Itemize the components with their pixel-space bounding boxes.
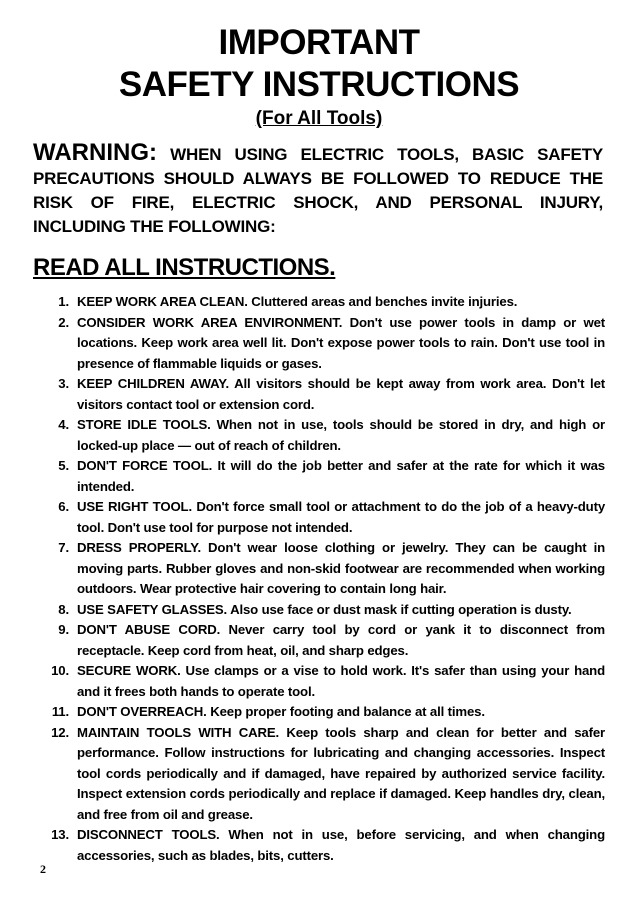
instruction-text: KEEP CHILDREN AWAY. All visitors should be kept away from work area. Don't let visitors contact tool or extension cord. <box>77 376 605 412</box>
instruction-item <box>33 723 605 826</box>
instruction-text: DON'T OVERREACH. Keep proper footing and balance at all times. <box>77 704 485 719</box>
instruction-item <box>33 661 605 702</box>
instruction-text: DON'T ABUSE CORD. Never carry tool by cord or yank it to disconnect from receptacle. Keep cord from heat, oil, and sharp edges. <box>77 622 605 658</box>
warning-text: WHEN USING ELECTRIC TOOLS, BASIC SAFETY PRECAUTIONS SHOULD ALWAYS BE FOLLOWED TO REDUCE THE RISK OF FIRE, ELECTRIC SHOCK, AND PERSONAL INJURY, INCLUDING THE FOLLOWING: <box>33 145 603 236</box>
instruction-number: 6. <box>58 499 69 514</box>
instruction-item <box>33 292 605 313</box>
instruction-list <box>33 292 605 866</box>
instruction-item <box>33 497 605 538</box>
instruction-number: 10. <box>51 663 69 678</box>
warning-paragraph <box>33 141 603 239</box>
instruction-number: 11. <box>51 704 69 719</box>
instruction-text: USE RIGHT TOOL. Don't force small tool or attachment to do the job of a heavy-duty tool. Don't use tool for purpose not intended. <box>77 499 605 535</box>
instruction-item <box>33 600 605 621</box>
instruction-item <box>33 415 605 456</box>
instruction-number: 1. <box>58 294 69 309</box>
subtitle: (For All Tools) <box>255 108 383 129</box>
warning-label: WARNING: <box>33 139 157 166</box>
instruction-text: STORE IDLE TOOLS. When not in use, tools should be stored in dry, and high or locked-up place — out of reach of children. <box>77 417 605 453</box>
instruction-text: MAINTAIN TOOLS WITH CARE. Keep tools sharp and clean for better and safer performance. Follow instructions for lubricating and changing accessories. Inspect tool cords periodically and if damaged, have repaired by authorized service facility. Inspect extension cords periodically and replace if damaged. Keep handles dry, clean, and free from oil and grease. <box>77 724 605 822</box>
instruction-text: SECURE WORK. Use clamps or a vise to hold work. It's safer than using your hand and it frees both hands to operate tool. <box>77 663 605 699</box>
instruction-item <box>33 702 605 723</box>
instruction-text: CONSIDER WORK AREA ENVIRONMENT. Don't use power tools in damp or wet locations. Keep work area well lit. Don't expose power tools to rain. Don't use tool in presence of flammable liquids or gases. <box>77 314 605 371</box>
title-line-2: SAFETY INSTRUCTIONS <box>118 65 520 104</box>
instruction-text: KEEP WORK AREA CLEAN. Cluttered areas and benches invite injuries. <box>77 294 518 309</box>
instruction-item <box>33 313 605 375</box>
instruction-number: 4. <box>58 417 69 432</box>
instruction-item <box>33 374 605 415</box>
instruction-item <box>33 825 605 866</box>
page-number: 2 <box>40 862 46 876</box>
instruction-number: 2. <box>58 314 69 330</box>
instruction-number: 8. <box>58 601 69 617</box>
instruction-text: DRESS PROPERLY. Don't wear loose clothing or jewelry. They can be caught in moving parts. Rubber gloves and non-skid footwear are recommended when working outdoors. Wear protective hair covering to contain long hair. <box>77 540 605 596</box>
instruction-number: 7. <box>58 540 69 555</box>
instruction-text: USE SAFETY GLASSES. Also use face or dust mask if cutting operation is dusty. <box>77 601 572 617</box>
instruction-number: 5. <box>58 458 69 473</box>
instruction-number: 9. <box>58 622 69 637</box>
instruction-item <box>33 538 605 600</box>
instruction-item <box>33 620 605 661</box>
instruction-number: 12. <box>51 724 69 740</box>
instruction-number: 13. <box>51 827 69 842</box>
instruction-text: DISCONNECT TOOLS. When not in use, before servicing, and when changing accessories, such as blades, bits, cutters. <box>77 827 605 863</box>
read-all-heading: READ ALL INSTRUCTIONS. <box>33 254 336 281</box>
instruction-text: DON'T FORCE TOOL. It will do the job better and safer at the rate for which it was intended. <box>77 458 605 494</box>
instruction-item <box>33 456 605 497</box>
title-line-1: IMPORTANT <box>218 23 420 62</box>
instruction-number: 3. <box>58 376 69 391</box>
